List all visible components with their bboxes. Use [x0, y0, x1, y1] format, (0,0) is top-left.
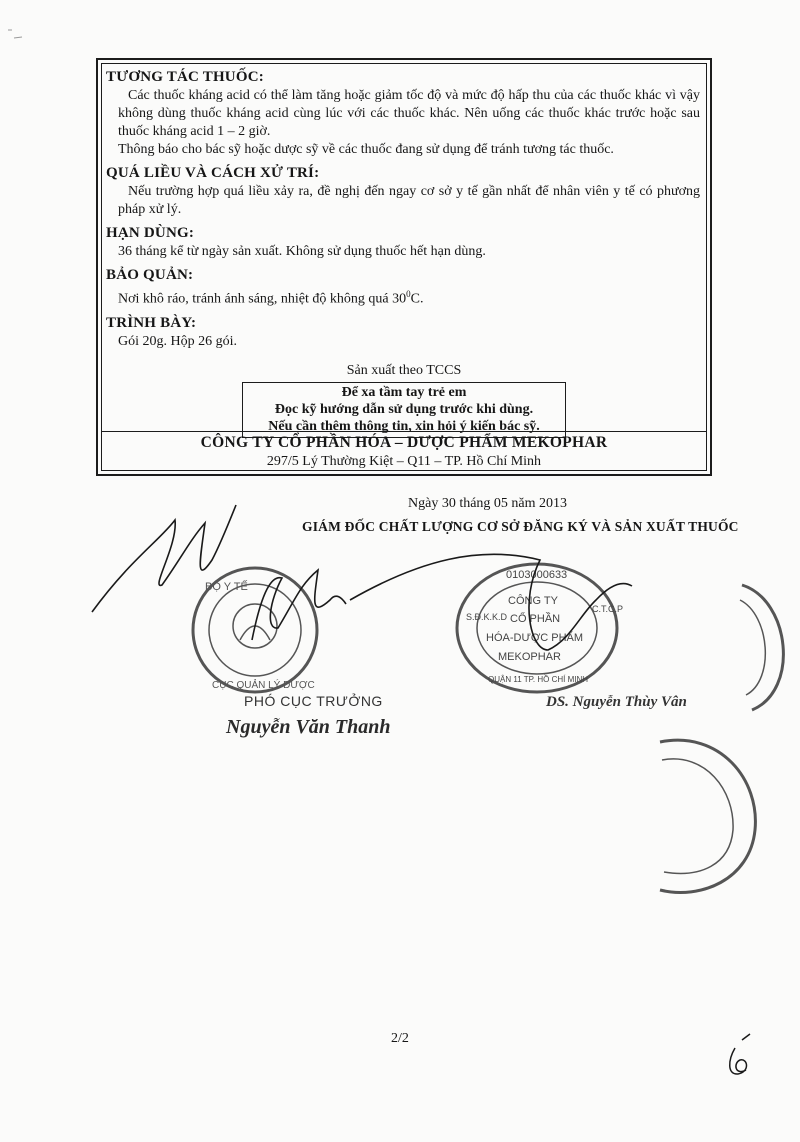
- left-signature-icon: [92, 505, 346, 640]
- expiry-paragraph: 36 tháng kể từ ngày sản xuất. Không sử dụng thuốc hết hạn dùng.: [118, 244, 486, 259]
- page-number: 2/2: [391, 1031, 409, 1046]
- company-name: CÔNG TY CỔ PHẦN HÓA – DƯỢC PHẨM MEKOPHAR: [200, 434, 608, 451]
- left-signatory-name: Nguyễn Văn Thanh: [226, 716, 391, 738]
- section-heading-interactions: TƯƠNG TÁC THUỐC:: [106, 69, 264, 85]
- right-seal-line-3: HÓA-DƯỢC PHẨM: [486, 632, 584, 644]
- section-heading-storage: BẢO QUẢN:: [106, 267, 194, 283]
- presentation-paragraph: Gói 20g. Hộp 26 gói.: [118, 333, 237, 349]
- overdose-paragraph: Nếu trường hợp quá liều xảy ra, đề nghị đến ngay cơ sở y tế gần nhất để nhân viên y tế có phương pháp xử lý.: [118, 184, 700, 217]
- right-company-seal: [457, 564, 623, 692]
- interactions-paragraph-2: Thông báo cho bác sỹ hoặc dược sỹ về các thuốc đang sử dụng để tránh tương tác thuốc.: [118, 142, 614, 157]
- right-seal-line-1: CÔNG TY: [508, 595, 558, 607]
- storage-text: Nơi khô ráo, tránh ánh sáng, nhiệt độ không quá 30: [118, 291, 407, 307]
- warning-line-3: Nếu cần thêm thông tin, xin hỏi ý kiến bác sỹ.: [268, 418, 540, 434]
- right-seal-bottom-text: QUẬN 11 TP. HỒ CHÍ MINH: [488, 675, 589, 684]
- left-official-seal: [193, 568, 317, 692]
- lower-partial-company-stamp: [660, 740, 755, 892]
- section-heading-expiry: HẠN DÙNG:: [106, 225, 195, 241]
- storage-unit: C.: [410, 291, 424, 307]
- left-seal-top-text: BỘ Y TẾ: [205, 581, 248, 593]
- warning-line-1: Để xa tầm tay trẻ em: [341, 384, 467, 400]
- left-seal-bottom-text: CỤC QUẢN LÝ DƯỢC: [212, 680, 315, 691]
- section-heading-overdose: QUÁ LIỀU VÀ CÁCH XỬ TRÍ:: [106, 165, 320, 181]
- section-heading-presentation: TRÌNH BÀY:: [106, 314, 197, 331]
- margin-partial-stamp: [740, 585, 783, 710]
- right-seal-left-text: S.Đ.K.K.D: [466, 612, 508, 622]
- right-seal-registration-number: 0103000633: [506, 569, 568, 581]
- right-seal-line-2: CỔ PHẦN: [510, 613, 561, 625]
- left-signatory-title: PHÓ CỤC TRƯỞNG: [244, 693, 383, 709]
- scan-marks: [8, 30, 22, 38]
- right-seal-right-text: C.T.C.P: [592, 604, 624, 614]
- right-seal-line-4: MEKOPHAR: [498, 651, 561, 663]
- warning-line-2: Đọc kỹ hướng dẫn sử dụng trước khi dùng.: [274, 401, 534, 417]
- company-address: 297/5 Lý Thường Kiệt – Q11 – TP. Hồ Chí Minh: [266, 454, 542, 469]
- interactions-paragraph-1: Các thuốc kháng acid có thể làm tăng hoặc giảm tốc độ và mức độ hấp thu của các thuốc khác vì vậy không dùng thuốc kháng acid cùng lúc với các thuốc khác. Nên uống các thuốc khác trước hoặc sau thuốc kháng acid 1 – 2 giờ.: [118, 88, 700, 139]
- document-date: Ngày 30 tháng 05 năm 2013: [408, 496, 568, 511]
- director-title: GIÁM ĐỐC CHẤT LƯỢNG CƠ SỞ ĐĂNG KÝ VÀ SẢN XUẤT THUỐC: [302, 519, 739, 534]
- right-signatory-name: DS. Nguyễn Thùy Vân: [546, 694, 687, 710]
- manufacturing-standard: Sản xuất theo TCCS: [346, 362, 462, 378]
- storage-superscript: 0: [406, 289, 411, 299]
